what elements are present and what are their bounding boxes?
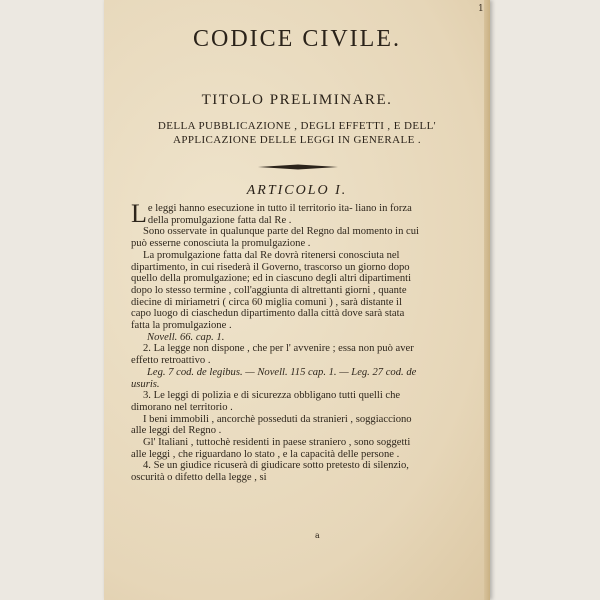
page-number: 1 <box>478 4 484 14</box>
section-heading <box>104 119 490 147</box>
article-text <box>131 199 421 484</box>
signature-mark: a <box>315 531 320 540</box>
article-heading: ARTICOLO I. <box>246 183 348 198</box>
paragraph-5: 3. Le leggi di polizia e di sicurezza obbligano tutti quelli che dimorano nel territorio . <box>131 390 401 413</box>
page-edge <box>484 0 490 600</box>
heading-line-1: DELLA PUBBLICAZIONE , DEGLI EFFETTI , E DELL' <box>157 120 437 132</box>
paragraph-6: I beni immobili , ancorchè posseduti da stranieri , soggiacciono alle leggi del Regno . <box>131 413 412 437</box>
citation-2: Leg. 7 cod. de legibus. — Novell. 115 cap. 1. — Leg. 27 cod. de usuris. <box>131 366 417 390</box>
paragraph-2: Sono osservate in qualunque parte del Regno dal momento in cui può esserne conosciuta la promulgazione . <box>131 226 419 250</box>
paragraph-8: 4. Se un giudice ricuserà di giudicare sotto pretesto di silenzio, oscurità o difetto della legge , si <box>131 460 409 484</box>
ornament-rule <box>258 163 338 171</box>
heading-line-2: APPLICAZIONE DELLE LEGGI IN GENERALE . <box>173 134 421 146</box>
section-title: TITOLO PRELIMINARE. <box>201 92 393 108</box>
paragraph-3: La promulgazione fatta dal Re dovrà ritenersi conosciuta nel dipartimento, in cui risederà il Governo, trascorso un giorno dopo quello della promulgazione; ed in ciascuno degli altri dipartimenti dopo lo stesso termine , coll'aggiunta di altrettanti giorni , quante diecine di miriametri ( circa 60 miglia comuni ) , sarà distante il capo luogo di ciaschedun dipartimento dalla città dove sarà stata fatta la promulgazione . <box>131 249 412 332</box>
paragraph-1: Le leggi hanno esecuzione in tutto il territorio ita- liano in forza della promulgazione fatta dal Re . <box>131 199 412 228</box>
citation-1: Novell. 66. cap. 1. <box>147 331 225 343</box>
paragraph-4: 2. La legge non dispone , che per l' avvenire ; essa non può aver effetto retroattivo . <box>131 343 414 367</box>
paragraph-7: Gl' Italiani , tuttochè residenti in paese straniero , sono soggetti alle leggi , che riguardano lo stato , e la capacità delle persone . <box>131 437 411 460</box>
drop-cap: L <box>131 199 147 228</box>
book-title: CODICE CIVILE. <box>193 26 401 52</box>
